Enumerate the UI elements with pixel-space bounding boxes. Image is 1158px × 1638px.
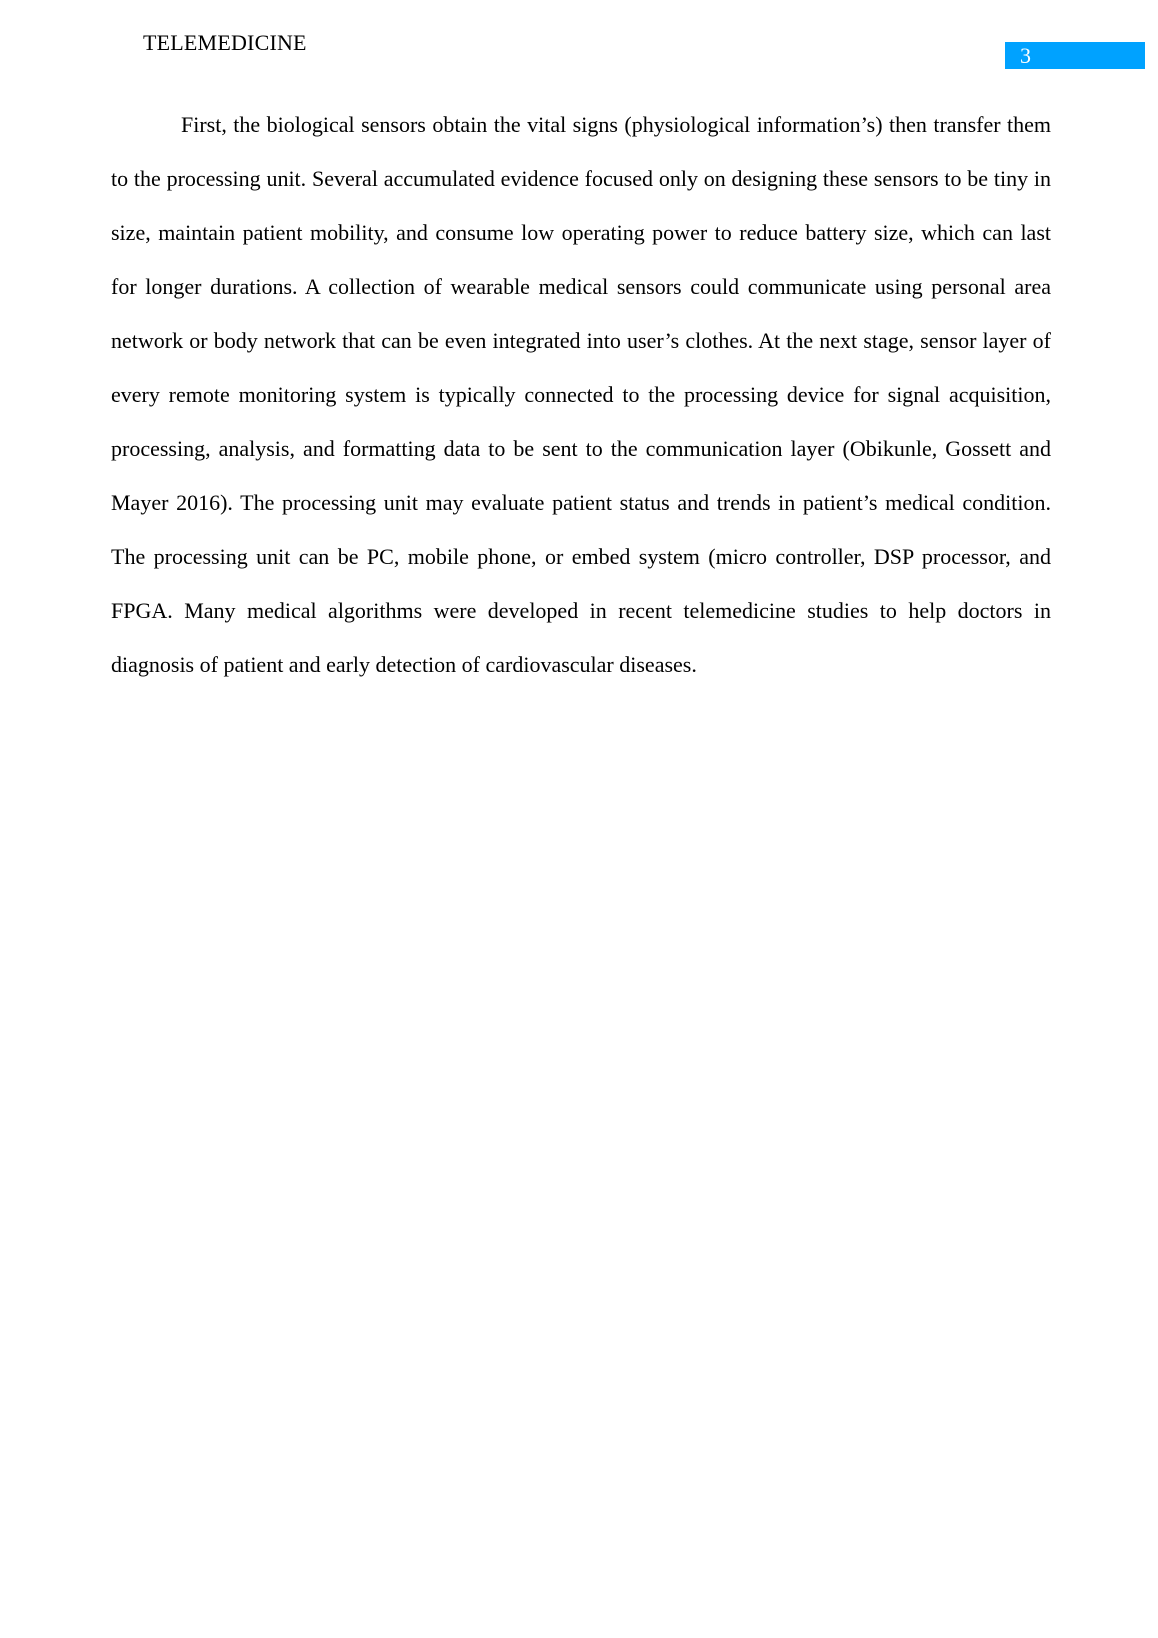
page-number: 3 [1005,42,1145,69]
running-head: TELEMEDICINE [143,30,307,55]
body-paragraph: First, the biological sensors obtain the vital signs (physiological information’s) then transfer them to the processing unit. Several accumulated evidence focused only on designing these sensors to be tiny in size, maintain patient mobility, and consume low operating power to reduce battery size, which can last for longer durations. A collection of wearable medical sensors could communicate using personal area network or body network that can be even integrated into user’s clothes. At the next stage, sensor layer of every remote monitoring system is typically connected to the processing device for signal acquisition, processing, analysis, and formatting data to be sent to the communication layer (Obikunle, Gossett and Mayer 2016). The processing unit may evaluate patient status and trends in patient’s medical condition. The processing unit can be PC, mobile phone, or embed system (micro controller, DSP processor, and FPGA. Many medical algorithms were developed in recent telemedicine studies to help doctors in diagnosis of patient and early detection of cardiovascular diseases. [111,112,1051,677]
